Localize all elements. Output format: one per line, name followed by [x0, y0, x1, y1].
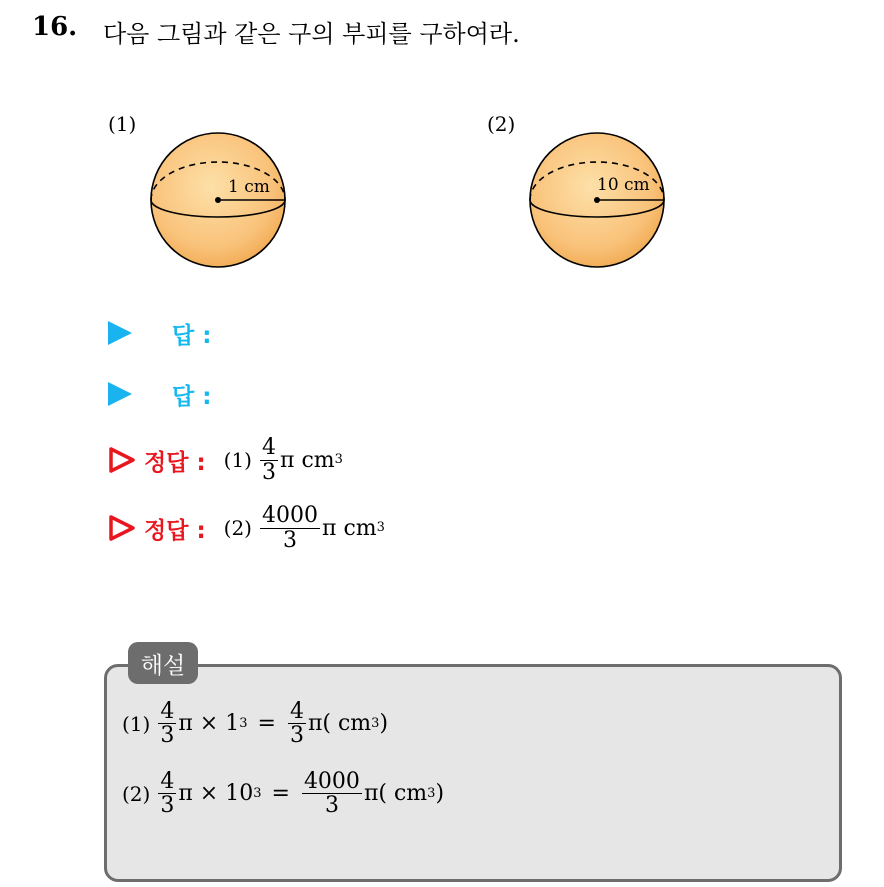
fraction: $\frac{4}{3}$ — [160, 769, 175, 819]
figure-1-label: (1) — [108, 112, 137, 136]
fraction: $\frac{4}{3}$ — [262, 435, 276, 485]
answer-row-2[interactable] — [108, 374, 211, 414]
fraction: $\frac{4}{3}$ — [160, 699, 175, 749]
sphere-figure-1 — [148, 128, 290, 272]
solution-tail: π( cm — [307, 711, 372, 737]
hollow-triangle-icon — [108, 447, 136, 473]
answer-index: (1) — [223, 448, 252, 472]
solution-line-1: (1) $\frac{4}{3}$ π × 1 3 = $\frac{4}{3}$ π( cm 3 ) — [122, 699, 389, 749]
answer-label: 답 : — [172, 322, 212, 349]
answer-tail: π cm — [322, 515, 377, 541]
figure-2-label: (2) — [487, 112, 516, 136]
answer-tail: π cm — [280, 447, 335, 473]
correct-answer-2: 정답 : (2) $\frac{4000}{3}$ π cm 3 — [108, 500, 385, 556]
radius-label-1: 1 cm — [228, 177, 270, 197]
answer-row-1[interactable] — [108, 313, 211, 353]
solution-line-2: (2) $\frac{4}{3}$ π × 10 3 = $\frac{4000}{3}$ π( cm 3 ) — [122, 769, 445, 819]
fraction: $\frac{4000}{3}$ — [262, 503, 318, 553]
correct-label: 정답 : — [144, 517, 206, 544]
hollow-triangle-icon — [108, 515, 136, 541]
solution-index: (2) — [122, 781, 151, 806]
equals-sign: = — [257, 711, 276, 737]
solution-tab: 해설 — [128, 642, 198, 684]
correct-answer-1: 정답 : (1) $\frac{4}{3}$ π cm 3 — [108, 432, 343, 488]
answer-label: 답 : — [172, 383, 212, 410]
fraction: $\frac{4}{3}$ — [289, 699, 304, 749]
correct-label: 정답 : — [144, 449, 206, 476]
solution-index: (1) — [122, 711, 151, 736]
equals-sign: = — [271, 781, 290, 807]
solution-mid: π × 1 — [178, 711, 240, 737]
answer-index: (2) — [223, 516, 252, 540]
radius-label-2: 10 cm — [597, 175, 650, 195]
close-paren: ) — [379, 711, 389, 737]
question-text: 다음 그림과 같은 구의 부피를 구하여라. — [103, 20, 520, 48]
question-number: 16. — [32, 12, 78, 42]
solution-tail: π( cm — [363, 781, 428, 807]
close-paren: ) — [435, 781, 445, 807]
sphere-figure-2 — [527, 128, 669, 272]
play-triangle-icon — [108, 382, 132, 406]
fraction: $\frac{4000}{3}$ — [303, 769, 360, 819]
play-triangle-icon — [108, 321, 132, 345]
solution-mid: π × 10 — [178, 781, 254, 807]
